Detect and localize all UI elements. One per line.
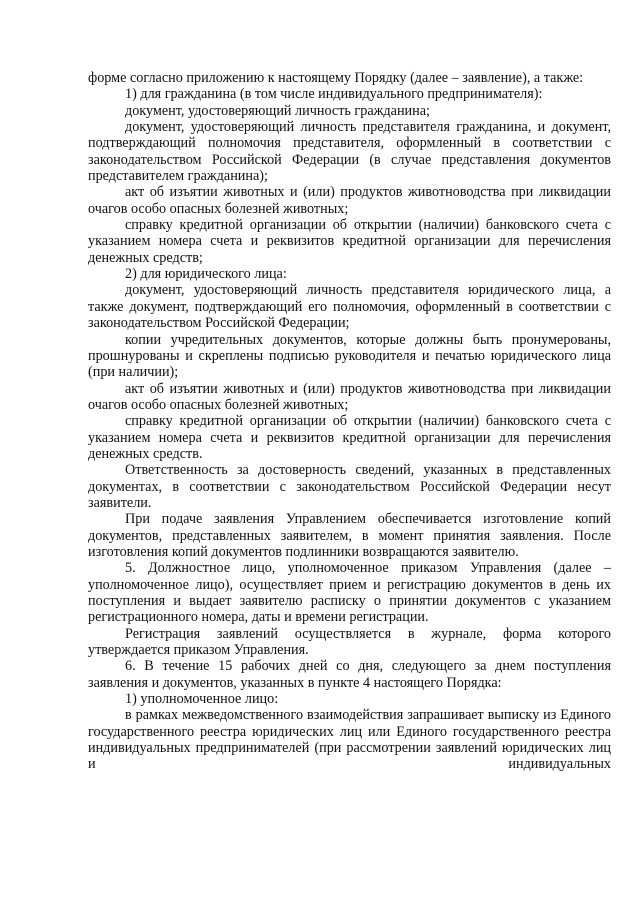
paragraph: справку кредитной организации об открытии (наличии) банковского счета с указанием номера счета и реквизитов кредитной организации для перечисления денежных средств;	[88, 217, 611, 266]
paragraph: 1) для гражданина (в том числе индивидуального предпринимателя):	[125, 86, 543, 103]
paragraph: документ, удостоверяющий личность представителя юридического лица, а также документ, подтверждающий его полномочия, оформленный в соответствии с законодательством Российской Федерации;	[88, 282, 611, 332]
paragraph: 1) уполномоченное лицо:	[125, 691, 279, 708]
paragraph: акт об изъятии животных и (или) продуктов животноводства при ликвидации очагов особо опасных болезней животных;	[88, 184, 611, 217]
paragraph: Регистрация заявлений осуществляется в журнале, форма которого утверждается приказом Управления.	[88, 625, 611, 659]
paragraph: документ, удостоверяющий личность гражданина;	[125, 102, 430, 119]
paragraph: 5. Должностное лицо, уполномоченное приказом Управления (далее – уполномоченное лицо), осуществляет прием и регистрацию документов в день их поступления и выдает заявителю расписку о принятии документов с указанием регистрационного номера, даты и времени регистрации.	[88, 560, 611, 626]
paragraph: акт об изъятии животных и (или) продуктов животноводства при ликвидации очагов особо опасных болезней животных;	[88, 380, 611, 413]
paragraph: в рамках межведомственного взаимодействия запрашивает выписку из Единого государственного реестра юридических лиц или Единого государственного реестра индивидуальных предпринимателей (при рассмотрении заявлений юридических лиц и индивидуальных	[88, 707, 611, 773]
paragraph: 6. В течение 15 рабочих дней со дня, следующего за днем поступления заявления и документов, указанных в пункте 4 настоящего Порядка:	[88, 658, 611, 691]
paragraph: документ, удостоверяющий личность представителя гражданина, и документ, подтверждающий полномочия представителя, оформленный в соответствии с законодательством Российской Федерации (в случае представления документов представителем гражданина);	[88, 119, 611, 185]
paragraph: 2) для юридического лица:	[125, 266, 287, 283]
paragraph: При подаче заявления Управлением обеспечивается изготовление копий документов, представленных заявителем, в момент принятия заявления. После изготовления копий документов подлинники возвращаются заявителю.	[88, 511, 611, 560]
paragraph: справку кредитной организации об открытии (наличии) банковского счета с указанием номера счета и реквизитов кредитной организации для перечисления денежных средств.	[88, 413, 611, 462]
paragraph: копии учредительных документов, которые должны быть пронумерованы, прошнурованы и скреплены подписью руководителя и печатью юридического лица (при наличии);	[88, 331, 611, 381]
paragraph: форме согласно приложению к настоящему Порядку (далее – заявление), а также:	[88, 70, 584, 86]
document-page	[88, 70, 611, 773]
paragraph: Ответственность за достоверность сведений, указанных в представленных документах, в соответствии с законодательством Российской Федерации несут заявители.	[88, 462, 611, 511]
